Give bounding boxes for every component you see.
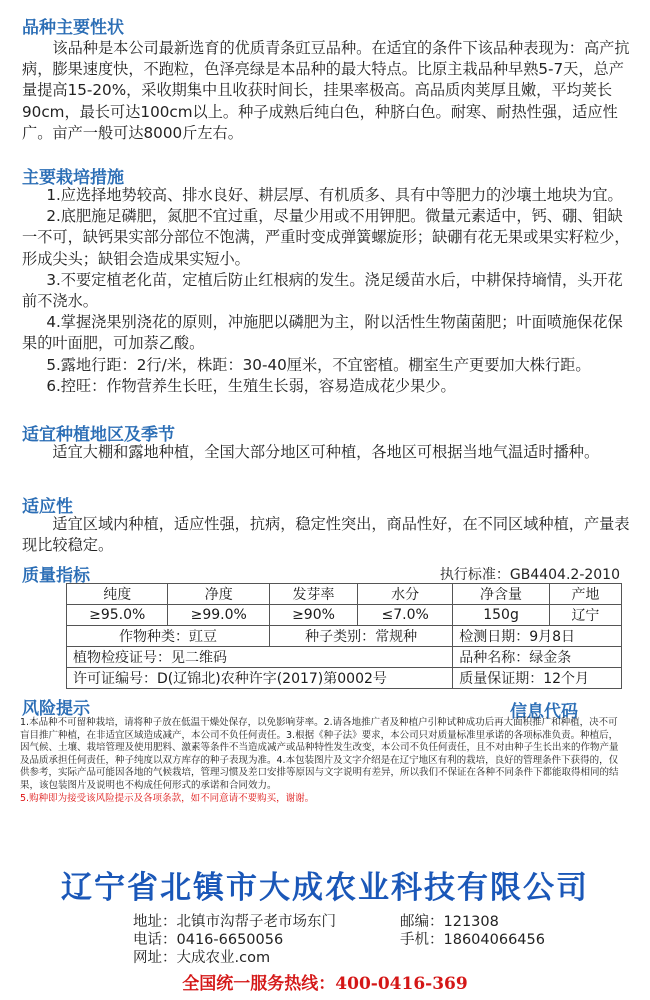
company-website: 网址：大成农业.com: [133, 950, 271, 966]
seed-type: 种子类别：常规种: [269, 626, 452, 647]
section-title-traits: 品种主要性状: [22, 18, 124, 38]
region-paragraph: [22, 442, 632, 463]
list-item: 1.应选择地势较高、排水良好、耕层厚、有机质多、具有中等肥力的沙壤土地块为宜。: [46, 186, 623, 204]
section-title-adaptability: 适应性: [22, 497, 73, 517]
table-cell: ≥99.0%: [168, 605, 269, 626]
table-cell: ≥90%: [269, 605, 357, 626]
list-item: 3.不要定植老化苗，定植后防止红根病的发生。浇足缓苗水后，中耕保持墒情，头开花前不浇水。: [22, 270, 623, 311]
crop-type: 作物种类：豇豆: [67, 626, 270, 647]
list-item: 4.掌握浇果别浇花的原则，冲施肥以磷肥为主，附以活性生物菌菌肥；叶面喷施保花保果的叶面肥，可加萘乙酸。: [22, 313, 623, 353]
test-date: 检测日期：9月8日: [453, 626, 622, 647]
region-text: 适宜大棚和露地种植，全国大部分地区可种植，各地区可根据当地气温适时播种。: [52, 443, 600, 461]
company-address: 地址：北镇市沟帮子老市场东门: [133, 914, 336, 930]
adaptability-paragraph: [22, 514, 632, 556]
license-number: 许可证编号：D(辽锦北)农种许字(2017)第0002号: [67, 668, 453, 689]
company-postcode: 邮编：121308: [400, 914, 499, 930]
table-header: 发芽率: [269, 584, 357, 605]
company-mobile: 手机：18604066456: [400, 932, 545, 948]
risk-warning: 5.购种即为接受该风险提示及各项条款，如不同意请不要购买，谢谢。: [20, 792, 315, 804]
list-item: 5.露地行距：2行/米，株距：30-40厘米，不宜密植。棚室生产更要加大株行距。: [46, 355, 591, 374]
table-header: 水分: [358, 584, 453, 605]
quarantine-number: 植物检疫证号：见二维码: [67, 647, 453, 668]
table-cell: ≥95.0%: [67, 605, 168, 626]
risk-text: 1.本品种不可留种栽培，请将种子放在低温干燥处保存，以免影响芽率。2.请各地推广者及种植户引种试种成功后再大面积推广和种植，决不可盲目推广种植，在非适宜区域造成减产，本公司不负任何责任。3.根据《种子法》要求，本公司只对质量标准里承诺的各项标准负责。种植后，因气候、土壤、栽培管理及使用肥料、激素等条件不当造成减产或品种特性发生改变，本公司不负任何责任，且不对由种子生长出来的作物产量及品质承担任何责任，种子纯度以双方库存的种子表现为准。4.本包装图片及文字介绍是在辽宁地区有利的栽培，良好的管理条件下获得的，仅供参考，实际产品可能因各地的气候栽培，管理习惯及差口安排等原因与文字说明有差异，所以我们不保证在各种不同条件下都能取得相同的结果，该包装图片及说明也不构成任何形式的承诺和合同效力。: [20, 717, 619, 791]
section-title-region: 适宜种植地区及季节: [22, 425, 175, 445]
variety-name: 品种名称：绿金条: [453, 647, 622, 668]
table-row: [67, 626, 622, 647]
company-phone: 电话：0416-6650056: [133, 932, 284, 948]
traits-text: 该品种是本公司最新选育的优质青条豇豆品种。在适宜的条件下该品种表现为：高产抗病，膨果速度快，不跑粒，色泽亮绿是本品种的最大特点。比原主栽品种早熟5-7天，总产量提高15-20%，采收期集中且收获时间长，挂果率极高。高品质肉荚厚且嫩，平均荚长90cm，最长可达100cm以上。种子成熟后纯白色，种脐白色。耐寒、耐热性强，适应性广。亩产一般可达8000斤左右。: [22, 39, 630, 142]
section-title-cultivation: 主要栽培措施: [22, 168, 124, 188]
warranty-period: 质量保证期：12个月: [453, 668, 622, 689]
cultivation-list: [22, 185, 632, 397]
section-title-risk: 风险提示: [22, 699, 90, 719]
table-header: 净含量: [453, 584, 550, 605]
table-row: [67, 605, 622, 626]
execution-standard: 执行标准：GB4404.2-2010: [439, 567, 620, 583]
table-header: 产地: [549, 584, 621, 605]
service-hotline: 全国统一服务热线：400-0416-369: [182, 974, 468, 994]
risk-notice: [20, 717, 620, 805]
quality-table: [66, 583, 622, 689]
table-cell: 辽宁: [549, 605, 621, 626]
list-item: 2.底肥施足磷肥，氮肥不宜过重，尽量少用或不用钾肥。微量元素适中，钙、硼、钼缺一不可，缺钙果实部分部位不饱满，严重时变成弹簧螺旋形；缺硼有花无果或果实籽粒少，形成尖头；缺钼会造成果实短小。: [22, 207, 630, 268]
table-row: [67, 668, 622, 689]
table-row: [67, 647, 622, 668]
section-title-quality: 质量指标: [22, 566, 90, 586]
section-title-info-code: 信息代码: [510, 702, 578, 722]
list-item: 6.控旺：作物营养生长旺，生殖生长弱，容易造成花少果少。: [46, 376, 456, 395]
table-cell: ≤7.0%: [358, 605, 453, 626]
adaptability-text: 适宜区域内种植，适应性强，抗病，稳定性突出，商品性好，在不同区域种植，产量表现比较稳定。: [22, 515, 630, 555]
traits-paragraph: [22, 38, 632, 144]
company-name: 辽宁省北镇市大成农业科技有限公司: [61, 870, 589, 906]
table-header: 纯度: [67, 584, 168, 605]
table-row: [67, 584, 622, 605]
table-cell: 150g: [453, 605, 550, 626]
table-header: 净度: [168, 584, 269, 605]
